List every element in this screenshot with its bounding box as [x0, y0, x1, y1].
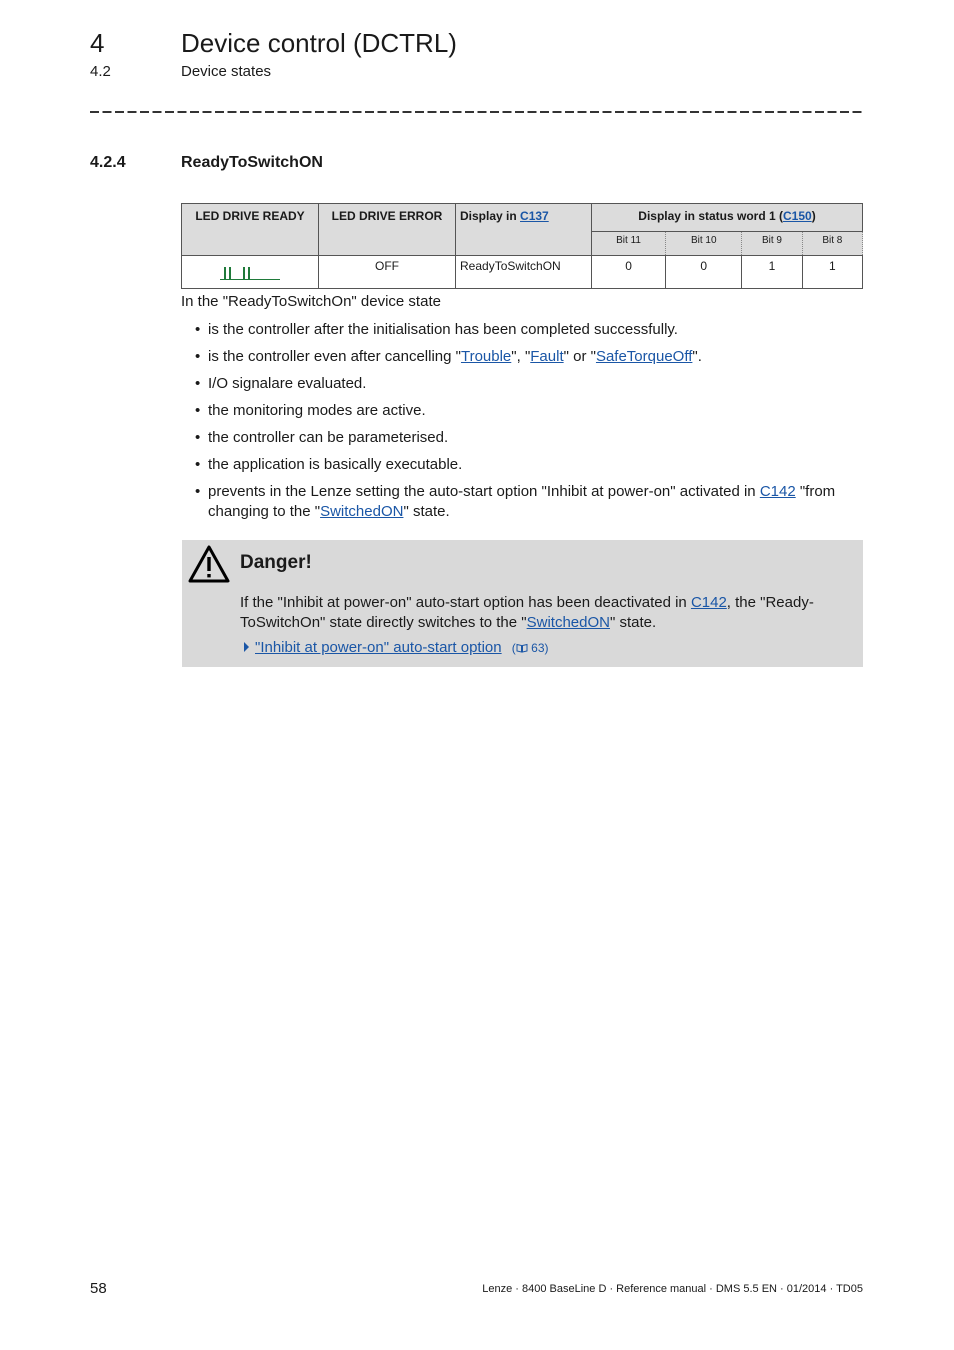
- warning-triangle-icon: [187, 544, 231, 584]
- danger-notice: [182, 540, 863, 667]
- link-c142[interactable]: C142: [759, 483, 796, 500]
- link-c150[interactable]: C150: [783, 209, 812, 223]
- list-item: • I/O signalare evaluated.: [195, 375, 367, 392]
- list-item: • is the controller even after cancelling "Trouble", "Fault" or "SafeTorqueOff".: [195, 348, 702, 365]
- col-status-word: Display in status word 1 (C150): [592, 204, 863, 232]
- list-item: • the controller can be parameterised.: [195, 429, 449, 446]
- led-blink-icon: [220, 265, 280, 285]
- list-item: • prevents in the Lenze setting the auto-start option "Inhibit at power-on" activated in C142 "from changing to the "SwitchedON" state.: [195, 483, 836, 520]
- cell-bit-8: 1: [802, 256, 862, 289]
- col-display: Display in C137: [456, 204, 592, 256]
- table-row: [182, 256, 863, 289]
- book-icon: [516, 643, 528, 653]
- danger-text: If the "Inhibit at power-on" auto-start option has been deactivated in C142, the "Ready-ToSwitchOn" state directly switches to the "SwitchedON" state.: [240, 594, 814, 631]
- state-properties-list: [181, 320, 863, 529]
- section-number: 4.2: [90, 63, 111, 80]
- intro-text: In the "ReadyToSwitchOn" device state: [181, 293, 441, 310]
- cell-led-error: OFF: [319, 256, 456, 289]
- link-switchedon-danger[interactable]: SwitchedON: [526, 613, 610, 631]
- danger-title: Danger!: [240, 552, 312, 573]
- device-state-table: [181, 203, 863, 289]
- link-inhibit-at-power-on[interactable]: "Inhibit at power-on" auto-start option: [255, 639, 502, 656]
- col-bit-10: Bit 10: [666, 232, 742, 256]
- page-reference[interactable]: ( 63): [511, 641, 549, 655]
- link-safetorqueoff[interactable]: SafeTorqueOff: [595, 348, 693, 365]
- header-divider: [90, 111, 862, 113]
- chapter-number: 4: [90, 28, 105, 58]
- chapter-title: Device control (DCTRL): [181, 28, 457, 58]
- list-item: • is the controller after the initialisation has been completed successfully.: [195, 321, 678, 338]
- col-led-error: LED DRIVE ERROR: [319, 204, 456, 256]
- list-item: • the monitoring modes are active.: [195, 402, 426, 419]
- cell-bit-9: 1: [742, 256, 802, 289]
- footer-doc-info: Lenze · 8400 BaseLine D · Reference manual · DMS 5.5 EN · 01/2014 · TD05: [482, 1283, 863, 1295]
- col-bit-9: Bit 9: [742, 232, 802, 256]
- section-title: Device states: [181, 63, 272, 80]
- cell-led-ready: [182, 256, 319, 289]
- cell-bit-10: 0: [666, 256, 742, 289]
- col-bit-11: Bit 11: [592, 232, 666, 256]
- subsection-number: 4.2.4: [90, 154, 126, 171]
- danger-cross-reference: [244, 639, 549, 656]
- col-led-ready: LED DRIVE READY: [182, 204, 319, 256]
- link-fault[interactable]: Fault: [530, 348, 564, 365]
- cell-bit-11: 0: [592, 256, 666, 289]
- page-number: 58: [90, 1280, 107, 1297]
- subsection-title: ReadyToSwitchON: [181, 154, 323, 171]
- cell-display: ReadyToSwitchON: [456, 256, 592, 289]
- link-trouble[interactable]: Trouble: [460, 348, 512, 365]
- link-c137[interactable]: C137: [520, 209, 549, 223]
- col-bit-8: Bit 8: [802, 232, 862, 256]
- list-item: • the application is basically executable.: [195, 456, 463, 473]
- link-c142-danger[interactable]: C142: [690, 594, 727, 611]
- triangle-right-icon: [244, 642, 249, 652]
- link-switchedon[interactable]: SwitchedON: [320, 502, 404, 520]
